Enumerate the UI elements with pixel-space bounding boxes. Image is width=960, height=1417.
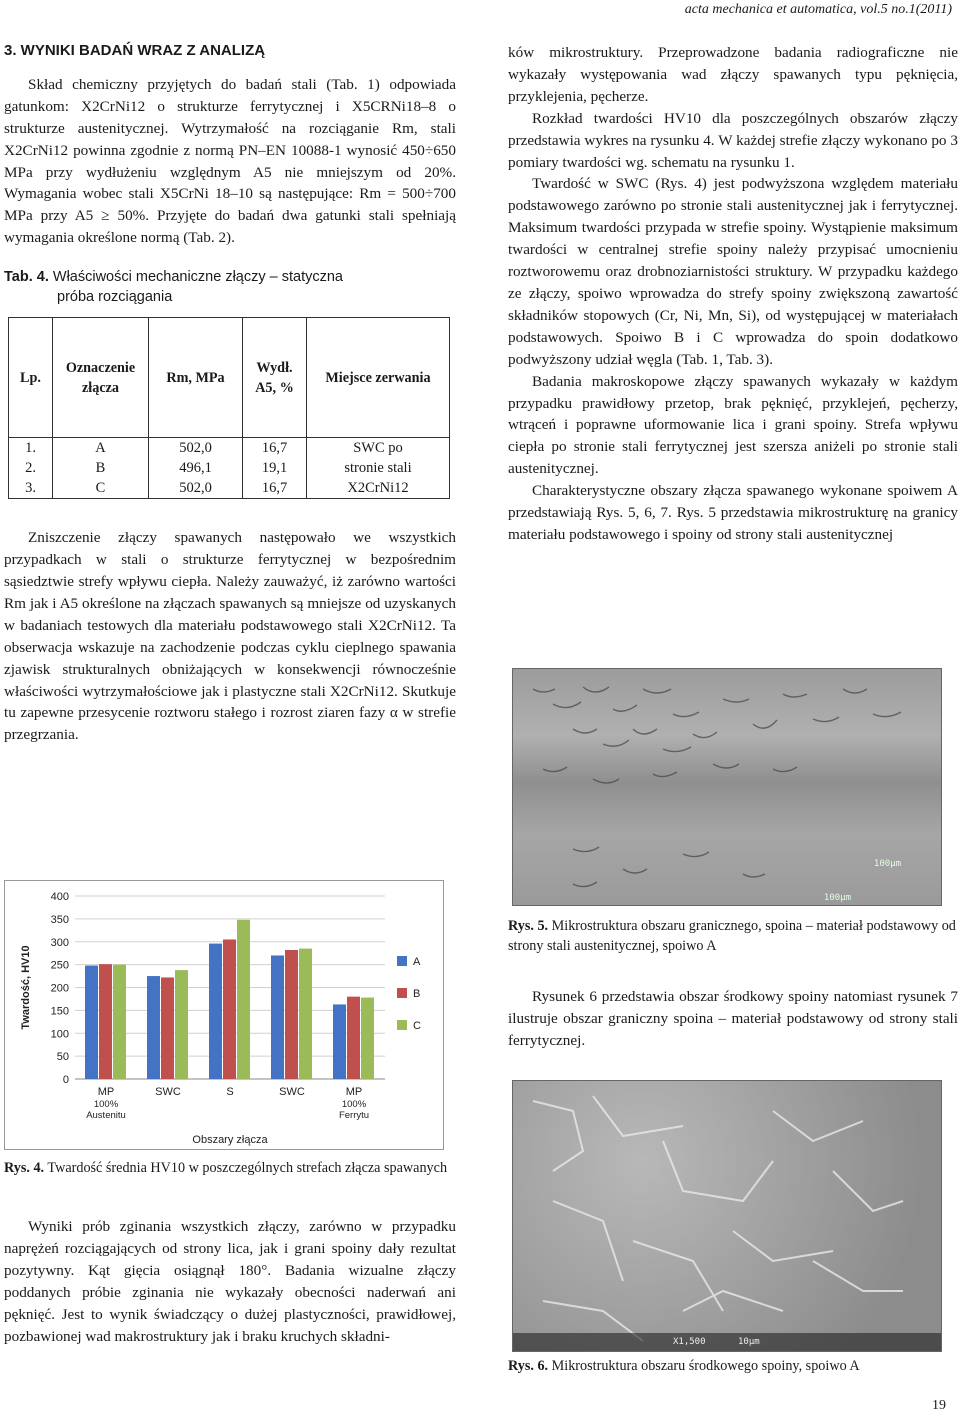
table-caption-line1: Właściwości mechaniczne złączy – statyczna [52, 269, 343, 286]
micrograph-fig6-texture [513, 1081, 942, 1352]
legend-label: C [413, 1020, 421, 1032]
y-tick-label: 400 [50, 891, 69, 903]
bar-C [113, 965, 126, 1079]
table-header: Wydł. A5, % [243, 318, 307, 438]
table-cell: X2CrNi12 [307, 478, 450, 499]
y-tick-label: 250 [50, 959, 69, 972]
table-cell: 19,1 [243, 458, 307, 478]
x-sub-label: 100% [93, 1099, 119, 1110]
x-tick-label: S [226, 1086, 234, 1098]
micro1-scale-1: 100µm [873, 859, 901, 869]
bar-B [99, 964, 112, 1079]
table-cell: A [53, 438, 149, 459]
table-cell: 16,7 [243, 478, 307, 499]
x-sub-label: Ferrytu [338, 1110, 370, 1121]
x-axis-title: Obszary złącza [192, 1134, 268, 1146]
bar-B [347, 997, 360, 1079]
right-column [508, 42, 958, 546]
y-tick-label: 300 [50, 936, 69, 949]
right-column-bottom [508, 1356, 958, 1376]
table-caption [4, 267, 456, 307]
legend-label: B [413, 988, 421, 1000]
y-tick-label: 100 [50, 1028, 69, 1041]
paragraph-macroscopic: Badania makroskopowe złączy spawanych wykazały w każdym przypadku prawidłowy przetop, brak pęknięć, przyklejeń, pęcherzy, wtrąceń i poprawne uformowanie lica i grani spoiny. Strefa wpływu ciepła po stronie stali ferrytycznej jest szersza aniżeli po stronie stali austenitycznej. [508, 372, 958, 478]
table-header: Miejsce zerwania [307, 318, 450, 438]
table-cell: C [53, 478, 149, 499]
table-cell: 502,0 [149, 438, 243, 459]
micro2-scale: 10µm [738, 1337, 760, 1347]
journal-header: acta mechanica et automatica, vol.5 no.1(2011) [684, 2, 952, 17]
bar-A [147, 976, 160, 1079]
table-cell: 2. [9, 458, 53, 478]
figure-6-text: Mikrostruktura obszaru środkowego spoiny, spoiwo A [551, 1358, 860, 1374]
x-tick-label: SWC [279, 1086, 305, 1098]
table-cell: 1. [9, 438, 53, 459]
y-tick-label: 150 [50, 1005, 69, 1018]
table-header: Oznaczenie złącza [53, 318, 149, 438]
x-tick-label: SWC [155, 1086, 181, 1098]
table-cell: 16,7 [243, 438, 307, 459]
x-tick-label: MP [97, 1086, 115, 1098]
micrograph-fig5-texture [513, 669, 942, 906]
figure-4-label: Rys. 4. [4, 1160, 45, 1176]
table-caption-line2: próba rozciągania [57, 289, 173, 306]
legend-label: A [413, 956, 421, 968]
table-cell: 496,1 [149, 458, 243, 478]
y-tick-label: 350 [50, 913, 69, 926]
right-column-mid [508, 916, 958, 1052]
bar-A [209, 944, 222, 1079]
paragraph-radiography: ków mikrostruktury. Przeprowadzone badania radiograficzne nie wykazały występowania wad złączy spawanych typu pęknięcia, przyklejenia, pęcherze. [508, 44, 958, 105]
table-row [9, 458, 450, 478]
x-sub-label: 100% [341, 1099, 367, 1110]
bar-C [175, 970, 188, 1079]
y-axis-title: Twardość, HV10 [20, 945, 32, 1030]
bar-A [271, 955, 284, 1079]
y-tick-label: 0 [62, 1074, 69, 1086]
legend-swatch-C [397, 1020, 407, 1030]
x-tick-label: MP [345, 1086, 363, 1098]
table-header: Lp. [9, 318, 53, 438]
micro1-scale-2: 100µm [823, 893, 851, 903]
table-cell: SWC po [307, 438, 450, 459]
x-sub-label: Austenitu [86, 1110, 126, 1121]
figure-5-caption [508, 916, 958, 956]
y-tick-label: 200 [50, 982, 69, 995]
figure-5-text: Mikrostruktura obszaru granicznego, spoina – materiał podstawowy od strony stali austenitycznej, spoiwo A [508, 918, 956, 954]
hardness-chart [4, 880, 444, 1150]
paragraph-characteristic-areas: Charakterystyczne obszary złącza spawanego wykonane spoiwem A przedstawiają Rys. 5, 6, 7. Rys. 5 przedstawia mikrostrukturę na granicy materiału podstawowego i spoiny od strony stali austenitycznej [508, 482, 958, 543]
bar-B [161, 977, 174, 1079]
section-title: 3. WYNIKI BADAŃ WRAZ Z ANALIZĄ [4, 42, 266, 59]
paragraph-hardness-swc: Twardość w SWC (Rys. 4) jest podwyższona względem materiału podstawowego zarówno po stronie stali austenitycznej jak i ferrytycznej. Maksimum twardości przypada w strefie spoiny. Wystąpienie maksimum twardości w centralnej strefie spoiny należy przypisać umocnieniu roztworowemu oraz drobnoziarnistości struktury. W przypadku każdego ze złączy, spoiwo wprowadza do strefy spoiny zwiększoną zawartość składników stopowych (Cr, Ni, Mn, Si), od występującej w materiałach podstawowych. Spoiwo B i C wprowadza do spoin dodatkowo podwyższony udział węgla (Tab. 1, Tab. 3). [508, 175, 958, 368]
figure-5-label: Rys. 5. [508, 918, 549, 934]
y-tick-label: 50 [56, 1051, 69, 1064]
legend-swatch-A [397, 956, 407, 966]
bar-C [361, 998, 374, 1079]
paragraph-hardness-distribution: Rozkład twardości HV10 dla poszczególnych obszarów złączy przedstawia wykres na rysunku 4. W każdej strefie złączy wykonano po 3 pomiary twardości wg. schematu na rysunku 1. [508, 109, 958, 171]
table-cell: stronie stali [307, 458, 450, 478]
bar-B [223, 939, 236, 1079]
left-column [4, 40, 456, 746]
table-cell: 3. [9, 478, 53, 499]
paragraph-chemical-composition: Skład chemiczny przyjętych do badań stali (Tab. 1) odpowiada gatunkom: X2CrNi12 o strukturze ferrytycznej i X5CRNi18–8 o strukturze austenitycznej. Wytrzymałość na rozciąganie Rm, stali X2CrNi12 powinna zgodnie z normą PN–EN 10088-1 wynosić 450÷650 MPa przy wydłużeniu względnym A5 nie mniejszym od 20%. Wymagania wobec stali X5CrNi 18–10 są następujące: Rm = 500÷700 MPa przy A5 ≥ 50%. Przyjęte do badań dwa gatunki stali spełniają wymagania określone normą (Tab. 2). [4, 75, 456, 247]
page-number: 19 [932, 1398, 946, 1413]
table-row [9, 438, 450, 459]
table-row [9, 478, 450, 499]
bar-C [237, 920, 250, 1079]
table-cell: 502,0 [149, 478, 243, 499]
figure-6-caption [508, 1356, 958, 1376]
figure-4-caption [4, 1158, 456, 1178]
mechanical-properties-table [8, 317, 450, 499]
figure-4-text: Twardość średnia HV10 w poszczególnych strefach złącza spawanych [47, 1160, 448, 1176]
table-header: Rm, MPa [149, 318, 243, 438]
bar-B [285, 950, 298, 1079]
micrograph-fig6 [512, 1080, 942, 1352]
micro2-magnification: X1,500 [673, 1337, 706, 1347]
table-caption-label: Tab. 4. [4, 269, 49, 286]
paragraph-fracture-analysis: Zniszczenie złączy spawanych następowało we wszystkich przypadkach w stali o strukturze ferrytycznej w bezpośrednim sąsiedztwie strefy wpływu ciepła. Należy zauważyć, iż zarówno wartości Rm jak i A5 określone na złączach spawanych są mniejsze od uzyskanych w badaniach testowych dla materiału podstawowego stali X2CrNi12. Ta obserwacja wskazuje na zachodzenie podczas cyklu cieplnego spawania zjawisk strukturalnych obniżających w konsekwencji równocześnie właściwości wytrzymałościowe jak i plastyczne stali X2CrNi12. Skutkuje tu zapewne przesycenie roztworu stałego i rozrost ziaren fazy α w strefie przegrzania. [4, 529, 456, 744]
bar-C [299, 949, 312, 1079]
hardness-chart-svg [5, 881, 445, 1151]
bar-A [333, 1004, 346, 1079]
paragraph-fig6-fig7: Rysunek 6 przedstawia obszar środkowy spoiny natomiast rysunek 7 ilustruje obszar graniczny spoina – materiał podstawowy od strony stali ferrytycznej. [508, 988, 958, 1049]
legend-swatch-B [397, 988, 407, 998]
table-cell: B [53, 458, 149, 478]
figure-6-label: Rys. 6. [508, 1358, 549, 1374]
bar-A [85, 966, 98, 1079]
left-column-bottom [4, 1158, 456, 1347]
micrograph-fig5 [512, 668, 942, 906]
paragraph-bending-tests: Wyniki prób zginania wszystkich złączy, zarówno w przypadku naprężeń rozciągających od strony lica, jak i grani spoiny dały rezultat pozytywny. Kąt gięcia osiągnął 180°. Badania wizualne złączy poddanych próbie zginania nie wykazały obecności naderwań ani pęknięć. Jest to wynik świadczący o dużej plastyczności, prawidłowej, pozbawionej wad makrostruktury jak i braku kruchych składni- [4, 1218, 456, 1345]
